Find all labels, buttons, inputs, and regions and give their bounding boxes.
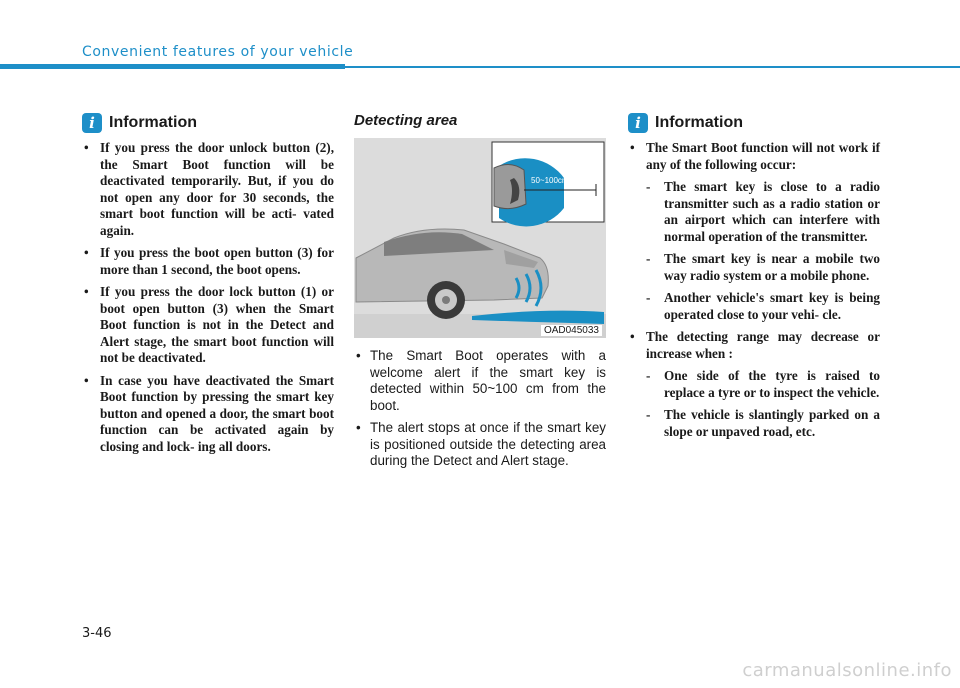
info-box-right <box>628 112 880 446</box>
sub-list-item: - The smart key is close to a radio transmitter such as a radio station or an airport which can interfere with normal operation of the transmitter. <box>646 179 880 245</box>
list-item: • If you press the boot open button (3) for more than 1 second, the boot opens. <box>82 245 334 278</box>
car-illustration <box>354 138 606 338</box>
info-heading <box>628 112 880 134</box>
info-icon: i <box>628 113 648 133</box>
sub-list-item: - One side of the tyre is raised to replace a tyre or to inspect the vehicle. <box>646 368 880 401</box>
detecting-bullet-list <box>354 348 606 470</box>
list-item <box>628 329 880 440</box>
list-item: • The Smart Boot operates with a welcome alert if the smart key is detected within 50~100 cm from the boot. <box>354 348 606 414</box>
info-bullet-list <box>628 140 880 440</box>
sub-list <box>646 368 880 440</box>
bullet-text: The Smart Boot function will not work if any of the following occur: <box>646 140 880 172</box>
list-item: • The alert stops at once if the smart key is positioned outside the detecting area during the Detect and Alert stage. <box>354 420 606 470</box>
section-title: Detecting area <box>354 112 458 129</box>
sub-list-item: - The smart key is near a mobile two way radio system or a mobile phone. <box>646 251 880 284</box>
list-item: • In case you have deactivated the Smart Boot function by pressing the smart key button and opened a door, the smart boot function can be activated again by closing and lock- ing all doors. <box>82 373 334 456</box>
watermark: carmanualsonline.info <box>742 660 952 681</box>
info-bullet-list <box>82 140 334 455</box>
info-title: Information <box>655 114 743 131</box>
info-box-left <box>82 112 334 461</box>
sub-list-item: - Another vehicle's smart key is being operated close to your vehi- cle. <box>646 290 880 323</box>
list-item: • If you press the door unlock button (2), the Smart Boot function will be deactivated temporarily. But, if you do not open any door for 30 seconds, the smart boot function will be acti- vated again. <box>82 140 334 239</box>
sub-list <box>646 179 880 323</box>
list-item: • If you press the door lock button (1) or boot open button (3) when the Smart Boot function is not in the Detect and Alert stage, the smart boot function will not be deactivated. <box>82 284 334 367</box>
bullet-text: The detecting range may decrease or increase when : <box>646 329 880 361</box>
page-number: 3-46 <box>82 626 112 641</box>
range-label: 50~100cm <box>531 176 569 185</box>
info-icon: i <box>82 113 102 133</box>
header-rule <box>0 64 345 69</box>
detecting-area-section <box>354 112 606 476</box>
page-header-title: Convenient features of your vehicle <box>82 44 354 60</box>
figure-code: OAD045033 <box>541 325 602 336</box>
detecting-area-figure <box>354 138 606 338</box>
info-title: Information <box>109 114 197 131</box>
header-rule-thin <box>345 66 960 68</box>
sub-list-item: - The vehicle is slantingly parked on a slope or unpaved road, etc. <box>646 407 880 440</box>
info-heading <box>82 112 334 134</box>
list-item <box>628 140 880 323</box>
